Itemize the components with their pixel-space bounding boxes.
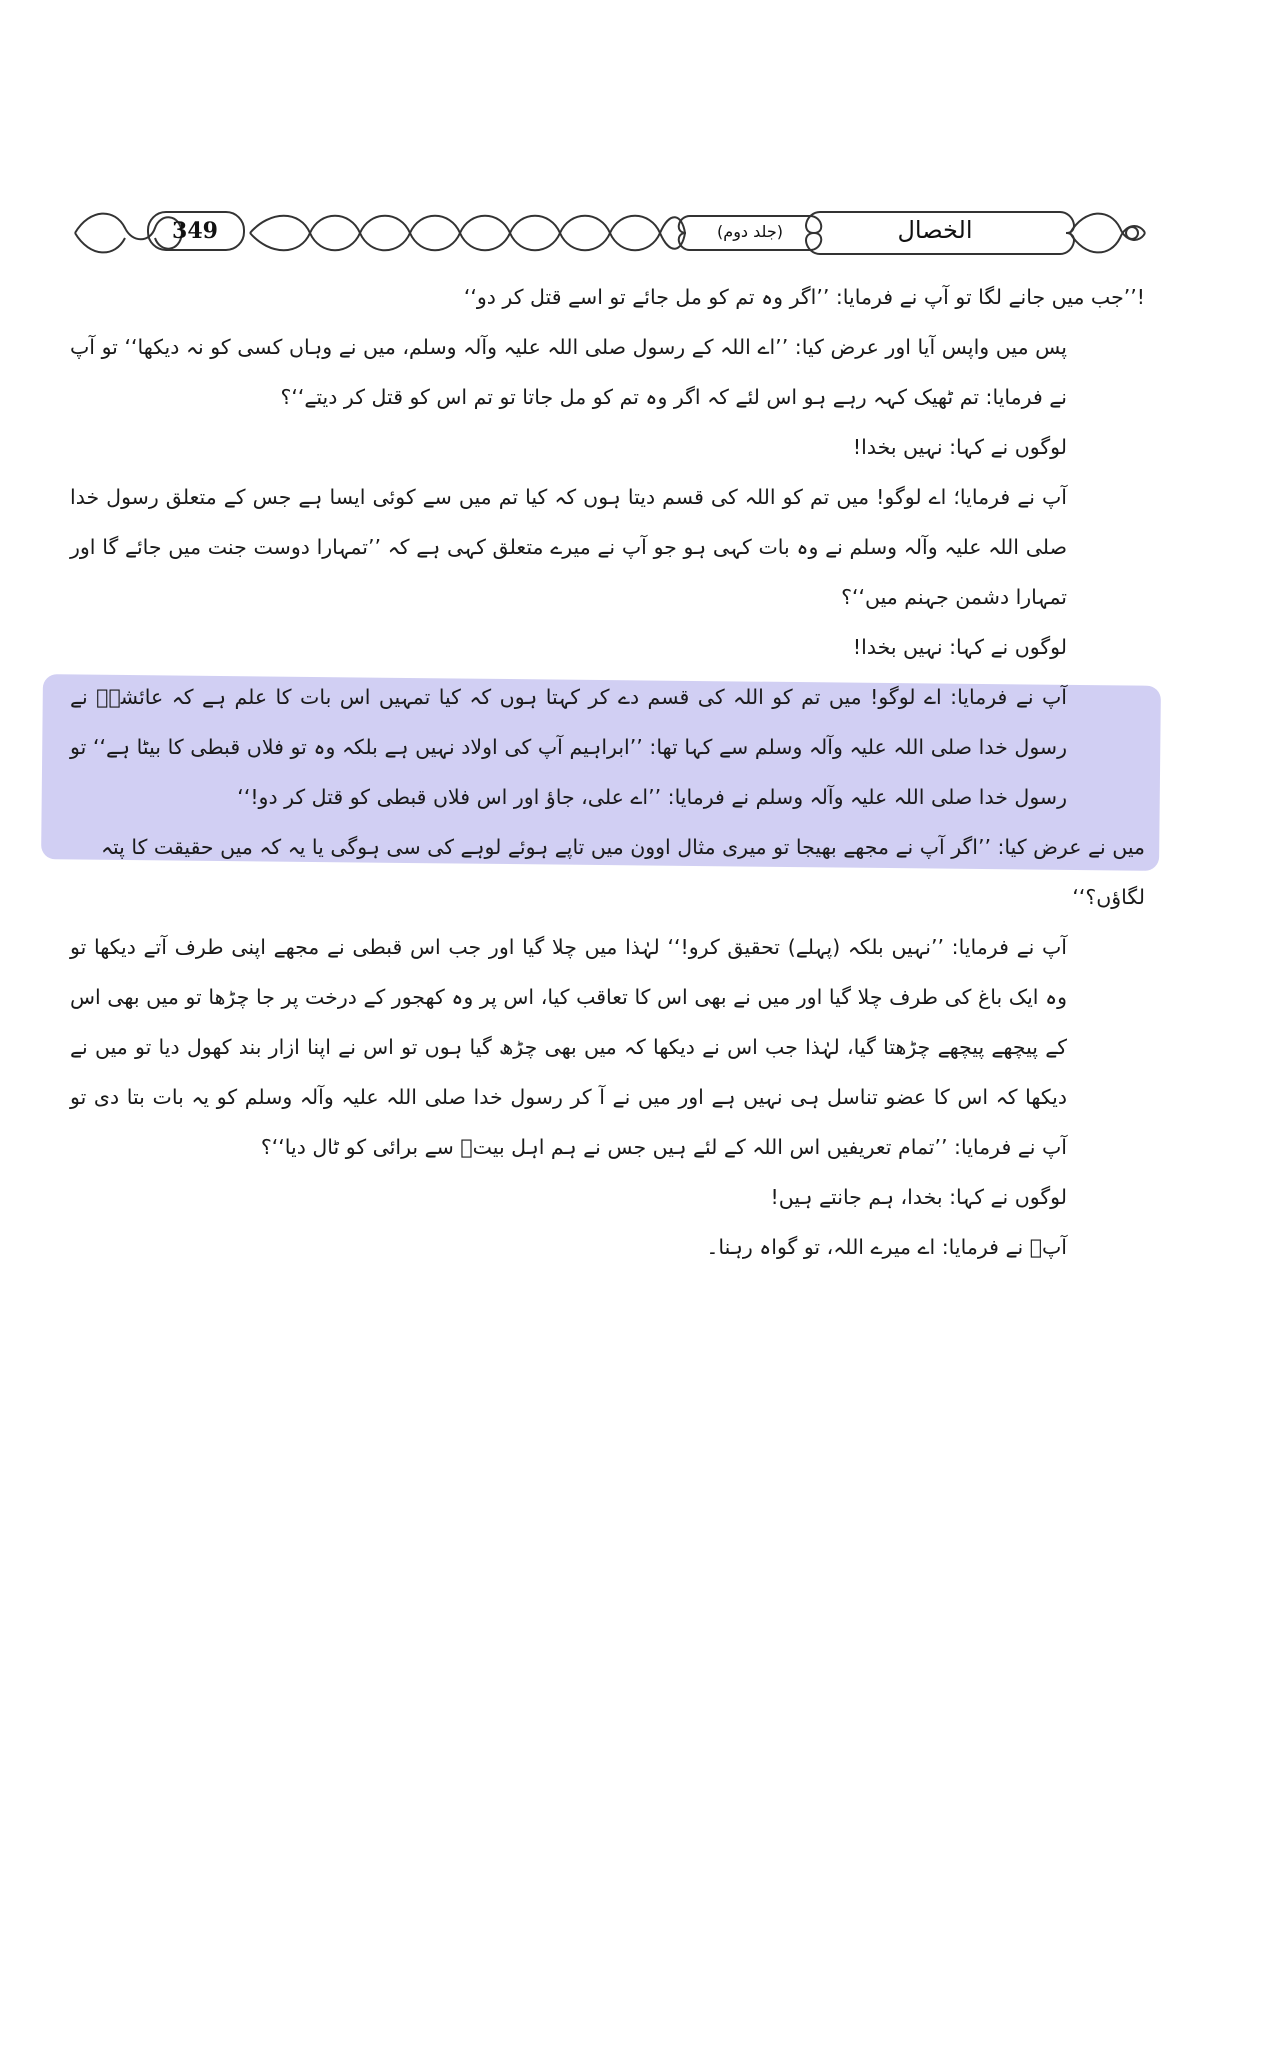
book-title: الخصال bbox=[897, 216, 973, 244]
page-body bbox=[70, 272, 1145, 1272]
paragraph: میں نے عرض کیا: ’’اگر آپ نے مجھے بھیجا تو میری مثال اوون میں تاپے ہوئے لوہے کی سی ہوگی یا یہ کہ میں حقیقت کا پتہ لگاؤں؟‘‘ bbox=[100, 835, 1145, 909]
paragraph: لوگوں نے کہا: بخدا، ہم جانتے ہیں! bbox=[770, 1185, 1067, 1209]
paragraph: !’’جب میں جانے لگا تو آپ نے فرمایا: ’’اگر وہ تم کو مل جائے تو اسے قتل کر دو‘‘ bbox=[463, 285, 1145, 309]
paragraph: پس میں واپس آیا اور عرض کیا: ’’اے اللہ کے رسول صلی اللہ علیہ وآلہ وسلم، میں نے وہاں کسی کو نہ دیکھا‘‘ تو آپ نے فرمایا: تم ٹھیک کہہ رہے ہو اس لئے کہ اگر وہ تم کو مل جاتا تو تم اس کو قتل کر دیتے‘‘؟ bbox=[70, 335, 1067, 409]
paragraph: آپ نے فرمایا: ’’نہیں بلکہ (پہلے) تحقیق کرو!‘‘ لہٰذا میں چلا گیا اور جب اس قبطی نے مجھے اپنی طرف آتے دیکھا تو وہ ایک باغ کی طرف چلا گیا اور میں نے بھی اس کا تعاقب کیا، اس پر وہ کھجور کے درخت پر جا چڑھا تو میں بھی اس کے پیچھے پیچھے چڑھتا گیا، لہٰذا جب اس نے دیکھا کہ میں بھی چڑھ گیا ہوں تو اس نے اپنا ازار بند کھول دیا تو میں نے دیکھا کہ اس کا عضو تناسل ہی نہیں ہے اور میں نے آ کر رسول خدا صلی اللہ علیہ وآلہ وسلم کو یہ بات بتا دی تو آپ نے فرمایا: ’’تمام تعریفیں اس اللہ کے لئے ہیں جس نے ہم اہل بیتؑ سے برائی کو ٹال دیا‘‘؟ bbox=[70, 935, 1067, 1159]
page-number: 349 bbox=[172, 218, 218, 244]
highlighted-paragraph: آپ نے فرمایا: اے لوگو! میں تم کو اللہ کی قسم دے کر کہتا ہوں کہ کیا تمہیں اس بات کا علم ہے کہ عائشہؓ نے رسول خدا صلی اللہ علیہ وآلہ وسلم سے کہا تھا: ’’ابراہیم آپ کی اولاد نہیں ہے بلکہ وہ تو فلاں قبطی کا بیٹا ہے‘‘ تو رسول خدا صلی اللہ علیہ وآلہ وسلم نے فرمایا: ’’اے علی، جاؤ اور اس فلاں قبطی کو قتل کر دو!‘‘ bbox=[70, 685, 1067, 809]
paragraph: آپؑ نے فرمایا: اے میرے اللہ، تو گواہ رہنا۔ bbox=[706, 1235, 1067, 1259]
paragraph: لوگوں نے کہا: نہیں بخدا! bbox=[852, 435, 1067, 459]
book-volume: (جلد دوم) bbox=[717, 222, 783, 241]
paragraph: لوگوں نے کہا: نہیں بخدا! bbox=[852, 635, 1067, 659]
paragraph: آپ نے فرمایا؛ اے لوگو! میں تم کو اللہ کی قسم دیتا ہوں کہ کیا تم میں سے کوئی ایسا ہے جس کے متعلق رسول خدا صلی اللہ علیہ وآلہ وسلم نے وہ بات کہی ہو جو آپ نے میرے متعلق کہی ہے کہ ’’تمہارا دوست جنت میں جائے گا اور تمہارا دشمن جہنم میں‘‘؟ bbox=[70, 485, 1067, 609]
